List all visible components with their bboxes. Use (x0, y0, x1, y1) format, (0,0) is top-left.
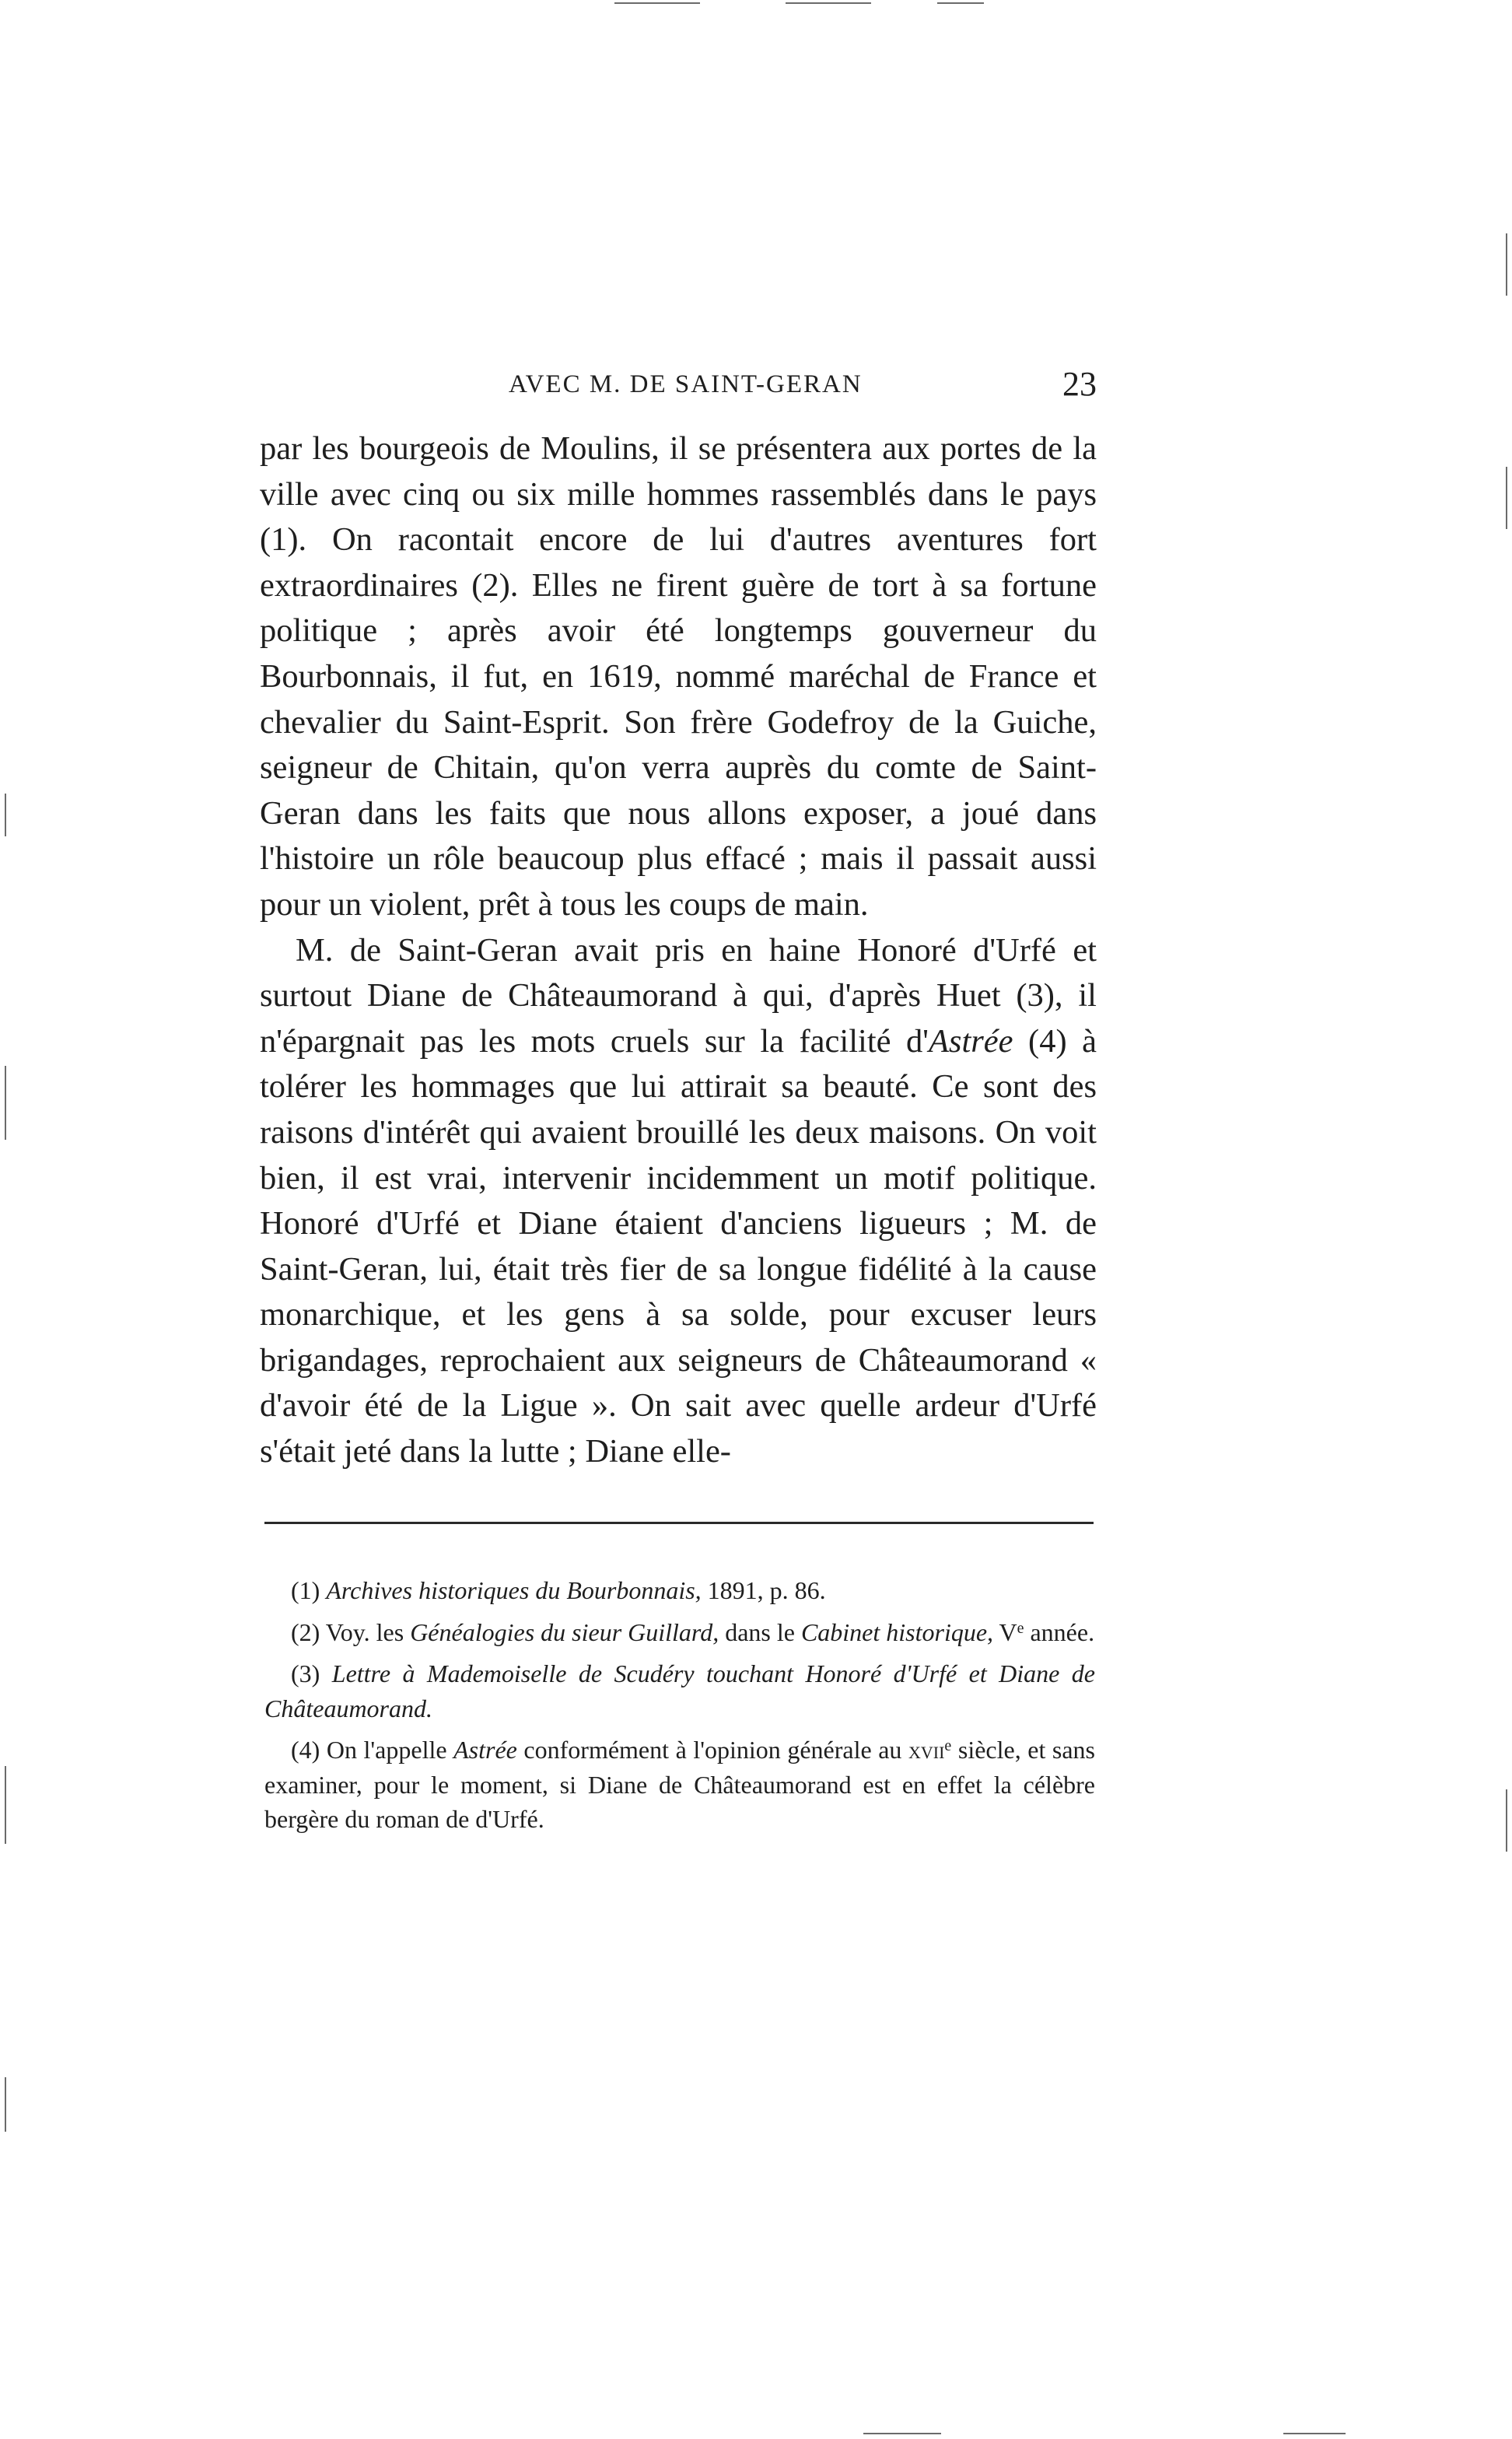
footnote-title: Astrée (453, 1736, 517, 1764)
paragraph (260, 928, 1097, 1475)
footnote-rule (264, 1522, 1094, 1524)
footnote-text: V (993, 1617, 1017, 1646)
footnote-number: (1) (291, 1576, 320, 1604)
footnote-title: Archives historiques du Bourbonnais, (326, 1576, 702, 1604)
scan-mark (863, 2433, 941, 2434)
astree-title: Astrée (928, 1022, 1013, 1060)
scan-mark (5, 1066, 6, 1140)
footnote-title: Généalogies du sieur Guillard, (410, 1617, 719, 1646)
scan-mark (5, 794, 6, 836)
footnote-text: siècle, et sans examiner, pour le moment, si Diane de Châteaumorand est en effet la célèbre bergère du roman de d'Urfé. (264, 1736, 1096, 1833)
scan-mark (1283, 2433, 1346, 2434)
footnote-text: année. (1024, 1617, 1095, 1646)
scan-mark (937, 2, 984, 4)
footnote-number: (2) (291, 1617, 320, 1646)
paragraph-text: (4) à tolérer les hommages que lui attirait sa beauté. Ce sont des raisons d'intérêt qui avaient brouillé les deux maisons. On voit bien, il est vrai, intervenir incidemment un motif politique. Honoré d'Urfé et Diane étaient d'anciens ligueurs ; M. de Saint-Geran, lui, était très fier de sa longue fidélité à la cause monarchique, et les gens à sa solde, pour excuser leurs brigandages, reprochaient aux seigneurs de Châteaumorand « d'avoir été de la Ligue ». On sait avec quelle ardeur d'Urfé s'était jeté dans la lutte ; Diane elle- (260, 1022, 1097, 1470)
running-title: AVEC M. DE SAINT-GERAN (509, 370, 863, 398)
paragraph-text: M. de Saint-Geran avait pris en haine Honoré d'Urfé et surtout Diane de Châteaumorand à qui, d'après Huet (3), il n'épargnait pas les mots cruels sur la facilité d' (260, 931, 1097, 1060)
footnote-3 (264, 1656, 1095, 1726)
footnote-2 (264, 1615, 1095, 1650)
footnote-4 (264, 1733, 1095, 1837)
scan-mark (1506, 233, 1507, 296)
footnote-title: Cabinet historique, (800, 1617, 994, 1646)
footnote-text: 1891, p. 86. (701, 1576, 826, 1604)
scan-mark (1506, 1789, 1507, 1852)
scan-mark (5, 2077, 6, 2132)
footnote-title: Lettre à Mademoiselle de Scudéry touchant Honoré d'Urfé et Diane de Châteaumorand. (264, 1659, 1096, 1722)
superscript: e (944, 1737, 952, 1754)
footnote-1 (264, 1573, 1095, 1608)
paragraph: par les bourgeois de Moulins, il se présentera aux portes de la ville avec cinq ou six mille hommes rassemblés dans le pays (1). On racontait encore de lui d'autres aventures fort extraordinaires (2). Elles ne firent guère de tort à sa fortune politique ; après avoir été longtemps gouverneur du Bourbonnais, il fut, en 1619, nommé maréchal de France et chevalier du Saint-Esprit. Son frère Godefroy de la Guiche, seigneur de Chitain, qu'on verra auprès du comte de Saint-Geran dans les faits que nous allons exposer, a joué dans l'histoire un rôle beaucoup plus effacé ; mais il passait aussi pour un violent, prêt à tous les coups de main. (260, 430, 1097, 923)
footnote-number: (3) (291, 1659, 320, 1687)
running-header (260, 364, 1097, 411)
page-number: 23 (1062, 365, 1097, 403)
footnotes (264, 1573, 1095, 1844)
scan-mark (614, 2, 700, 4)
scan-mark (786, 2, 871, 4)
footnote-text: dans le (719, 1617, 801, 1646)
footnote-text: Voy. les (320, 1617, 411, 1646)
footnote-text: conformément à l'opinion générale au (516, 1736, 908, 1764)
footnote-number: (4) (291, 1736, 320, 1764)
body-text (260, 426, 1097, 1475)
footnote-text: On l'appelle (320, 1736, 454, 1764)
scan-mark (1506, 467, 1507, 529)
superscript: e (1017, 1619, 1024, 1637)
scan-mark (5, 1766, 6, 1844)
century-numeral: xvii (908, 1736, 945, 1764)
